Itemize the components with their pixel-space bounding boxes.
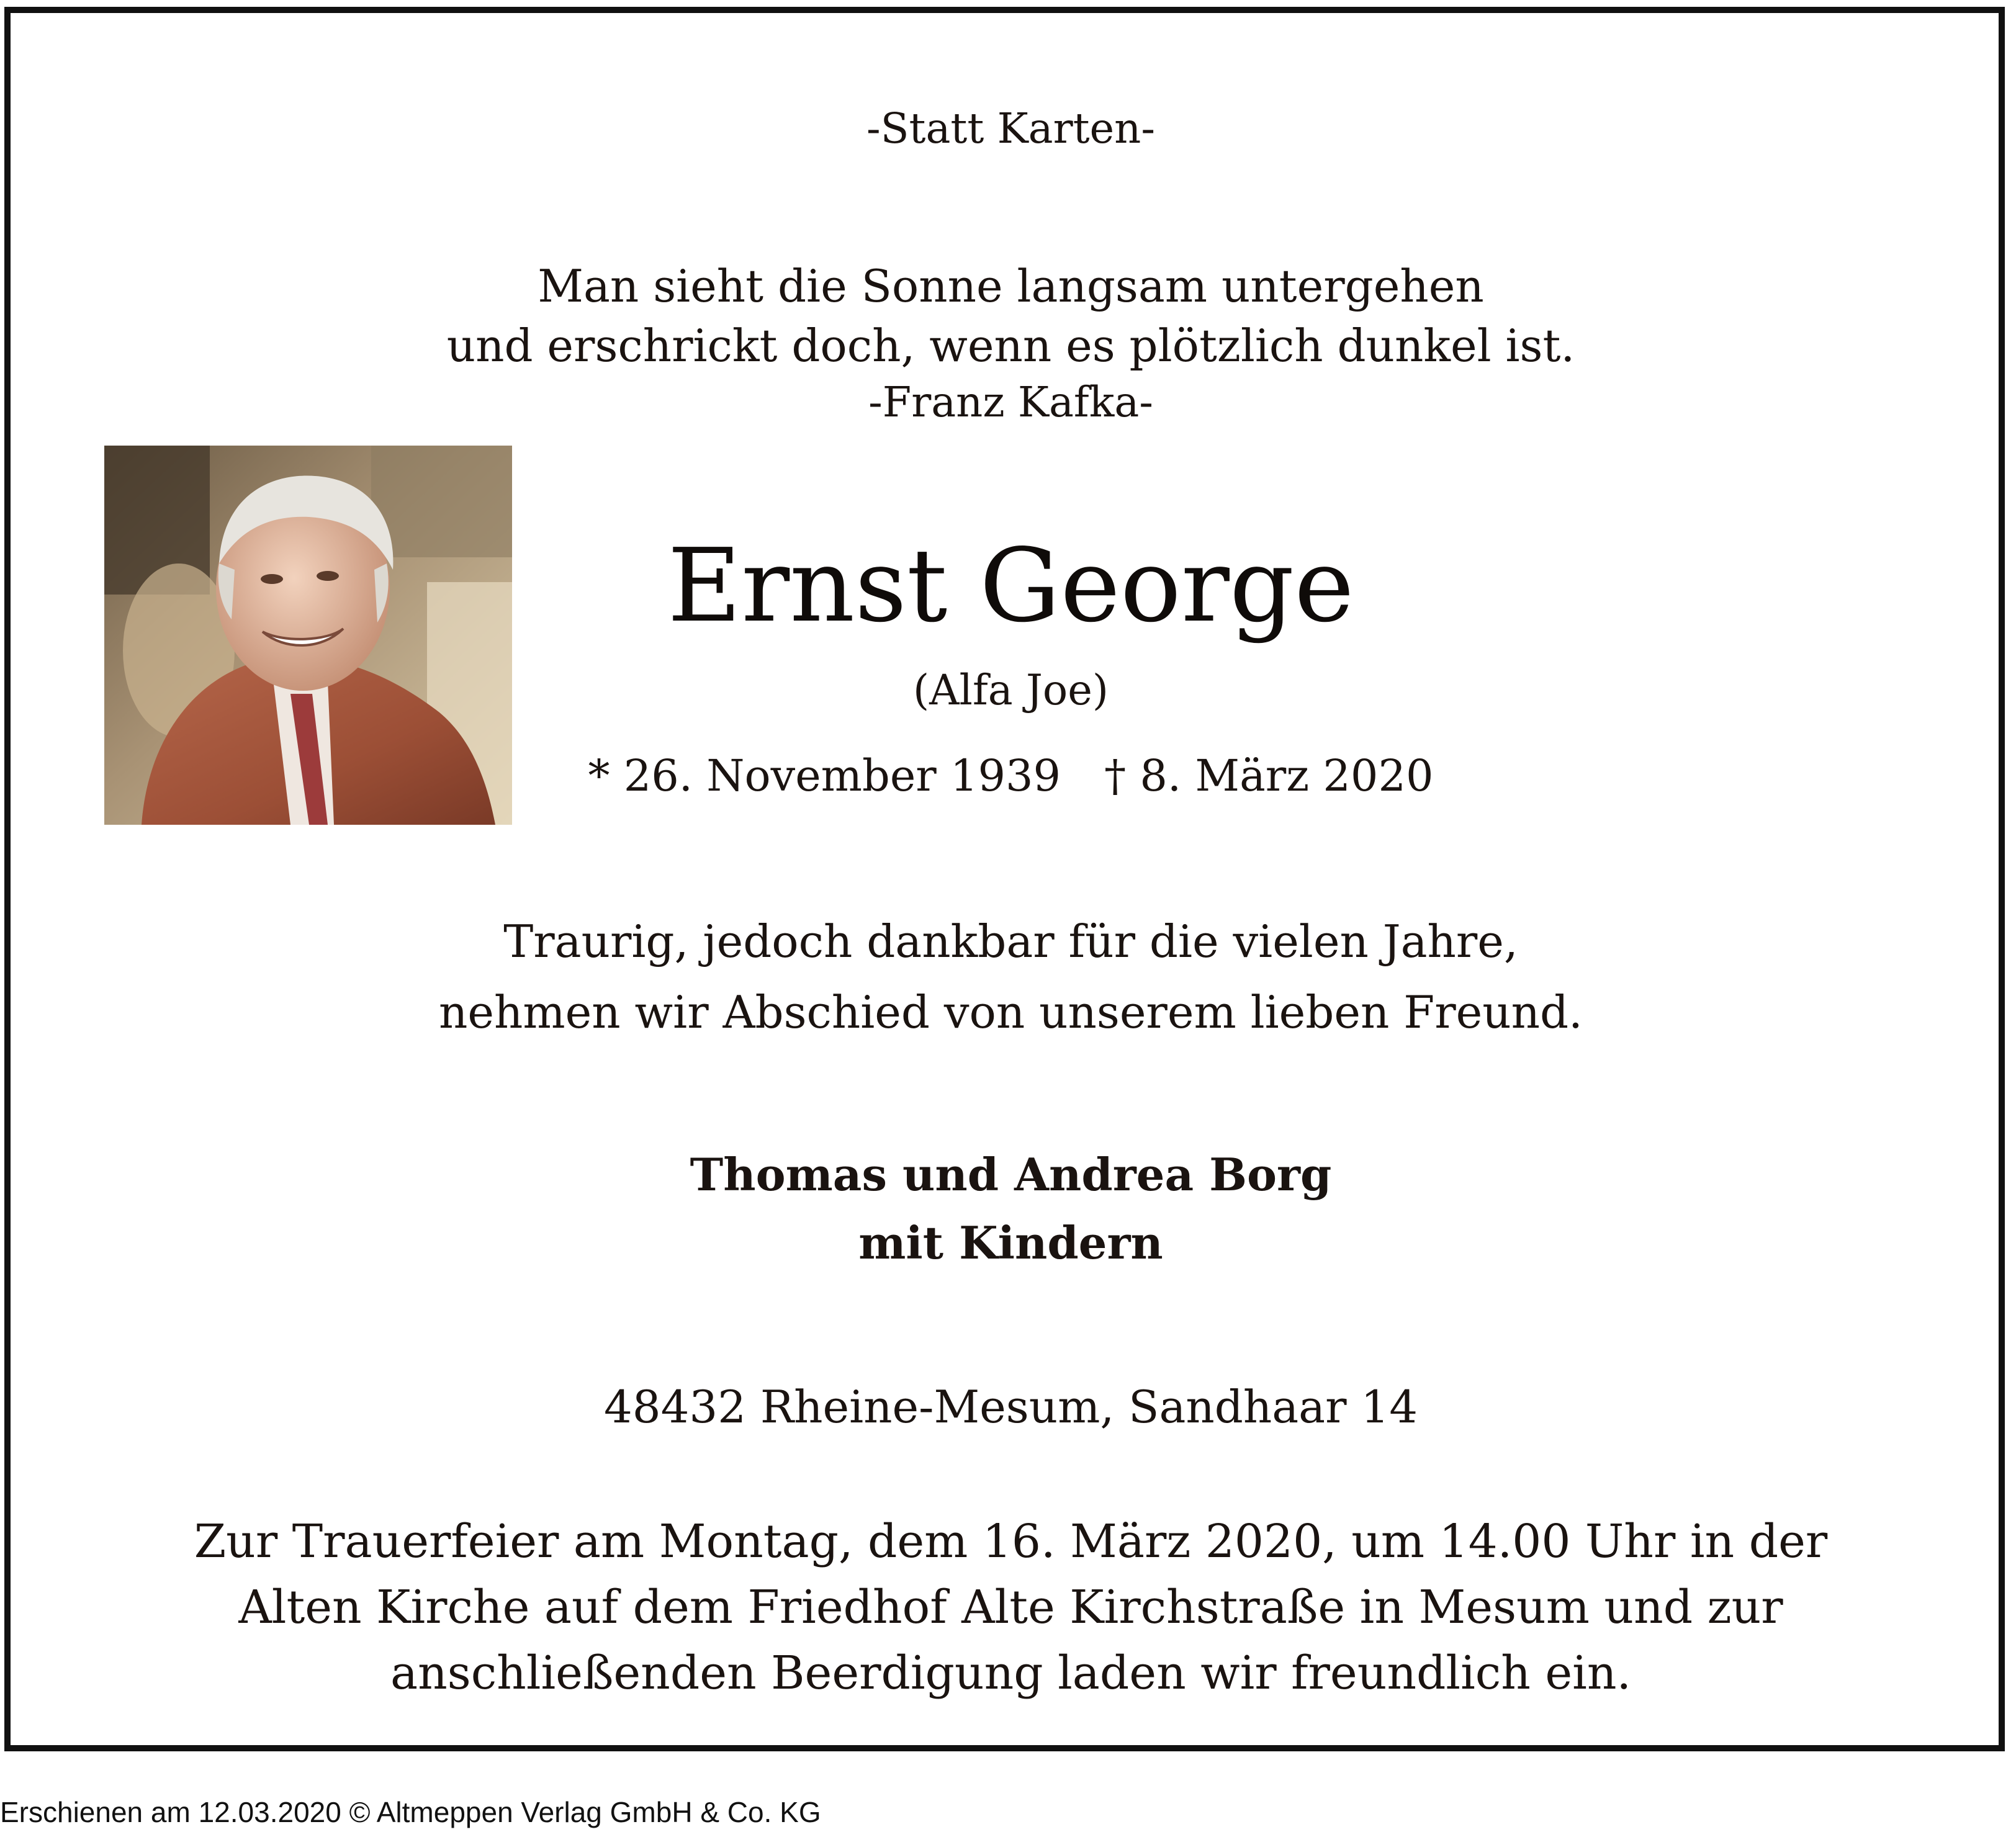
death-date: † 8. März 2020 [1104,750,1434,801]
quote-line-1: Man sieht die Sonne langsam untergehen [538,260,1484,312]
mourners-line-1: Thomas und Andrea Borg [690,1148,1332,1201]
deceased-alias: (Alfa Joe) [913,666,1109,714]
ceremony-line-1: Zur Trauerfeier am Montag, dem 16. März 2020, um 14.00 Uhr in der [194,1515,1828,1568]
notice-header: -Statt Karten- [866,104,1155,153]
birth-date: * 26. November 1939 [588,750,1061,801]
publication-footer: Erschienen am 12.03.2020 © Altmeppen Verlag GmbH & Co. KG [0,1796,821,1828]
obituary-notice [4,7,2005,1751]
ceremony-line-3: anschließenden Beerdigung laden wir freundlich ein. [390,1646,1632,1700]
statement-line-2: nehmen wir Abschied von unserem lieben Freund. [439,986,1583,1038]
statement-line-1: Traurig, jedoch dankbar für die vielen Jahre, [503,915,1518,968]
ceremony-line-2: Alten Kirche auf dem Friedhof Alte Kirchstraße in Mesum und zur [238,1581,1783,1634]
deceased-name: Ernst George [667,528,1354,645]
quote-author: -Franz Kafka- [868,378,1153,426]
quote-line-2: und erschrickt doch, wenn es plötzlich dunkel ist. [446,320,1575,372]
mourners-line-2: mit Kindern [858,1216,1163,1269]
life-dates [11,750,2011,801]
mourners-address: 48432 Rheine-Mesum, Sandhaar 14 [603,1381,1418,1433]
